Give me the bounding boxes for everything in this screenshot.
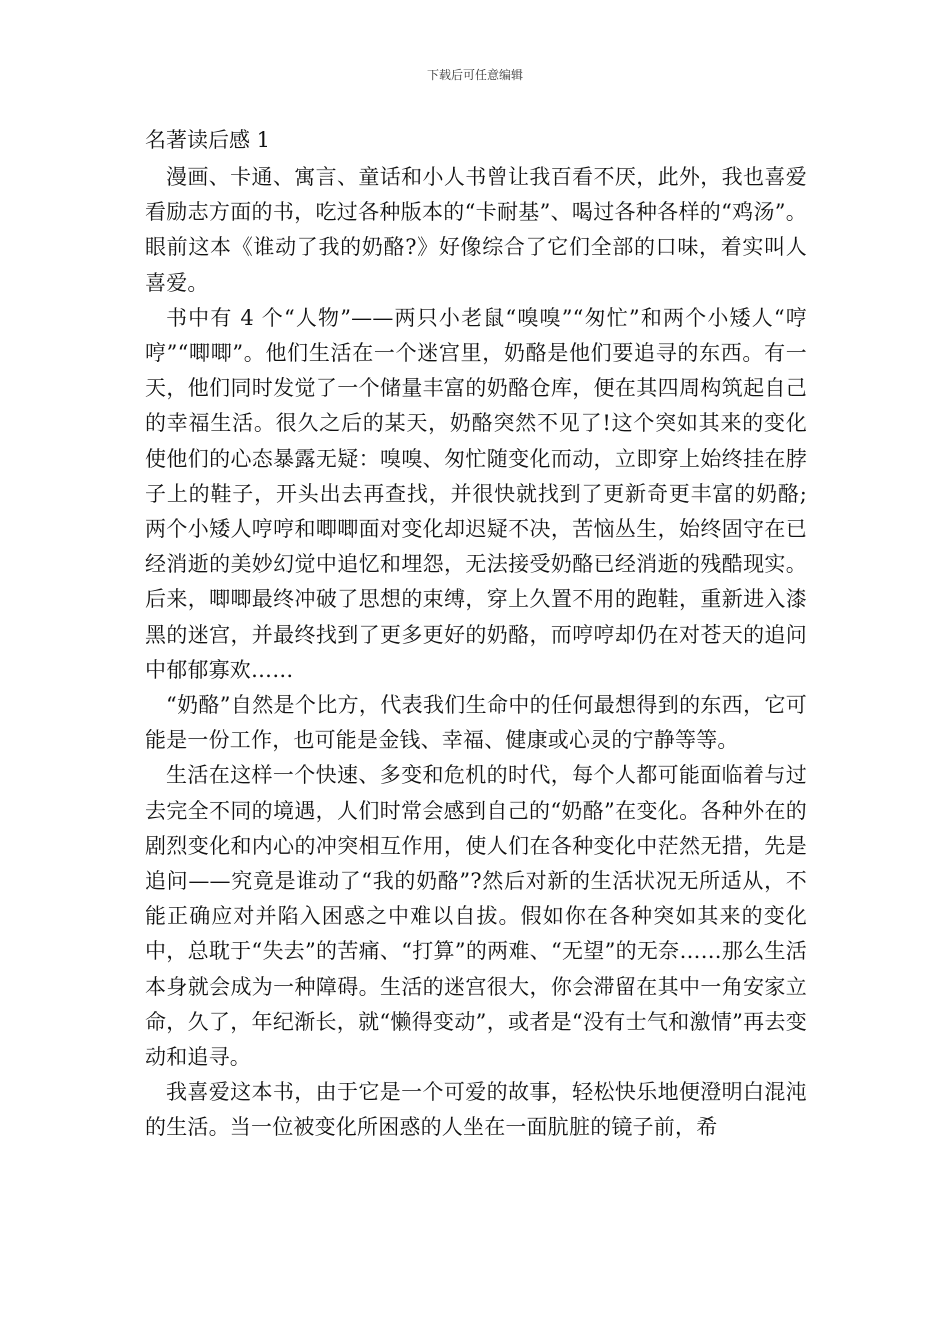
document-body <box>145 124 807 1146</box>
page-header-note: 下载后可任意编辑 <box>426 68 523 82</box>
paragraph-1: 漫画、卡通、寓言、童话和小人书曾让我百看不厌，此外，我也喜爱看励志方面的书，吃过各种版本的“卡耐基”、喝过各种各样的“鸡汤”。眼前这本《谁动了我的奶酪?》好像综合了它们全部的口味，着实叫人喜爱。 <box>145 165 807 295</box>
paragraph-3: “奶酪”自然是个比方，代表我们生命中的任何最想得到的东西，它可能是一份工作，也可能是金钱、幸福、健康或心灵的宁静等等。 <box>145 693 807 753</box>
paragraph-2: 书中有 4 个“人物”——两只小老鼠“嗅嗅”“匆忙”和两个小矮人“哼哼”“唧唧”。他们生活在一个迷宫里，奶酪是他们要追寻的东西。有一天，他们同时发觉了一个储量丰富的奶酪仓库，便在其四周构筑起自己的幸福生活。很久之后的某天，奶酪突然不见了!这个突如其来的变化使他们的心态暴露无疑：嗅嗅、匆忙随变化而动，立即穿上始终挂在脖子上的鞋子，开头出去再查找，并很快就找到了更新奇更丰富的奶酪;两个小矮人哼哼和唧唧面对变化却迟疑不决，苦恼丛生，始终固守在已经消逝的美妙幻觉中追忆和埋怨，无法接受奶酪已经消逝的残酷现实。后来，唧唧最终冲破了思想的束缚，穿上久置不用的跑鞋，重新进入漆黑的迷宫，并最终找到了更多更好的奶酪，而哼哼却仍在对苍天的追问中郁郁寡欢…… <box>145 305 807 682</box>
paragraph-5: 我喜爱这本书，由于它是一个可爱的故事，轻松快乐地便澄明白混沌的生活。当一位被变化所困惑的人坐在一面肮脏的镜子前，希 <box>145 1080 807 1140</box>
paragraph-4: 生活在这样一个快速、多变和危机的时代，每个人都可能面临着与过去完全不同的境遇，人们时常会感到自己的“奶酪”在变化。各种外在的剧烈变化和内心的冲突相互作用，使人们在各种变化中茫然无措，先是追问——究竟是谁动了“我的奶酪”?然后对新的生活状况无所适从，不能正确应对并陷入困惑之中难以自拔。假如你在各种突如其来的变化中，总耽于“失去”的苦痛、“打算”的两难、“无望”的无奈……那么生活本身就会成为一种障碍。生活的迷宫很大，你会滞留在其中一角安家立命，久了，年纪渐长，就“懒得变动”，或者是“没有士气和激情”再去变动和追寻。 <box>145 763 807 1070</box>
document-title: 名著读后感 1 <box>145 128 271 152</box>
